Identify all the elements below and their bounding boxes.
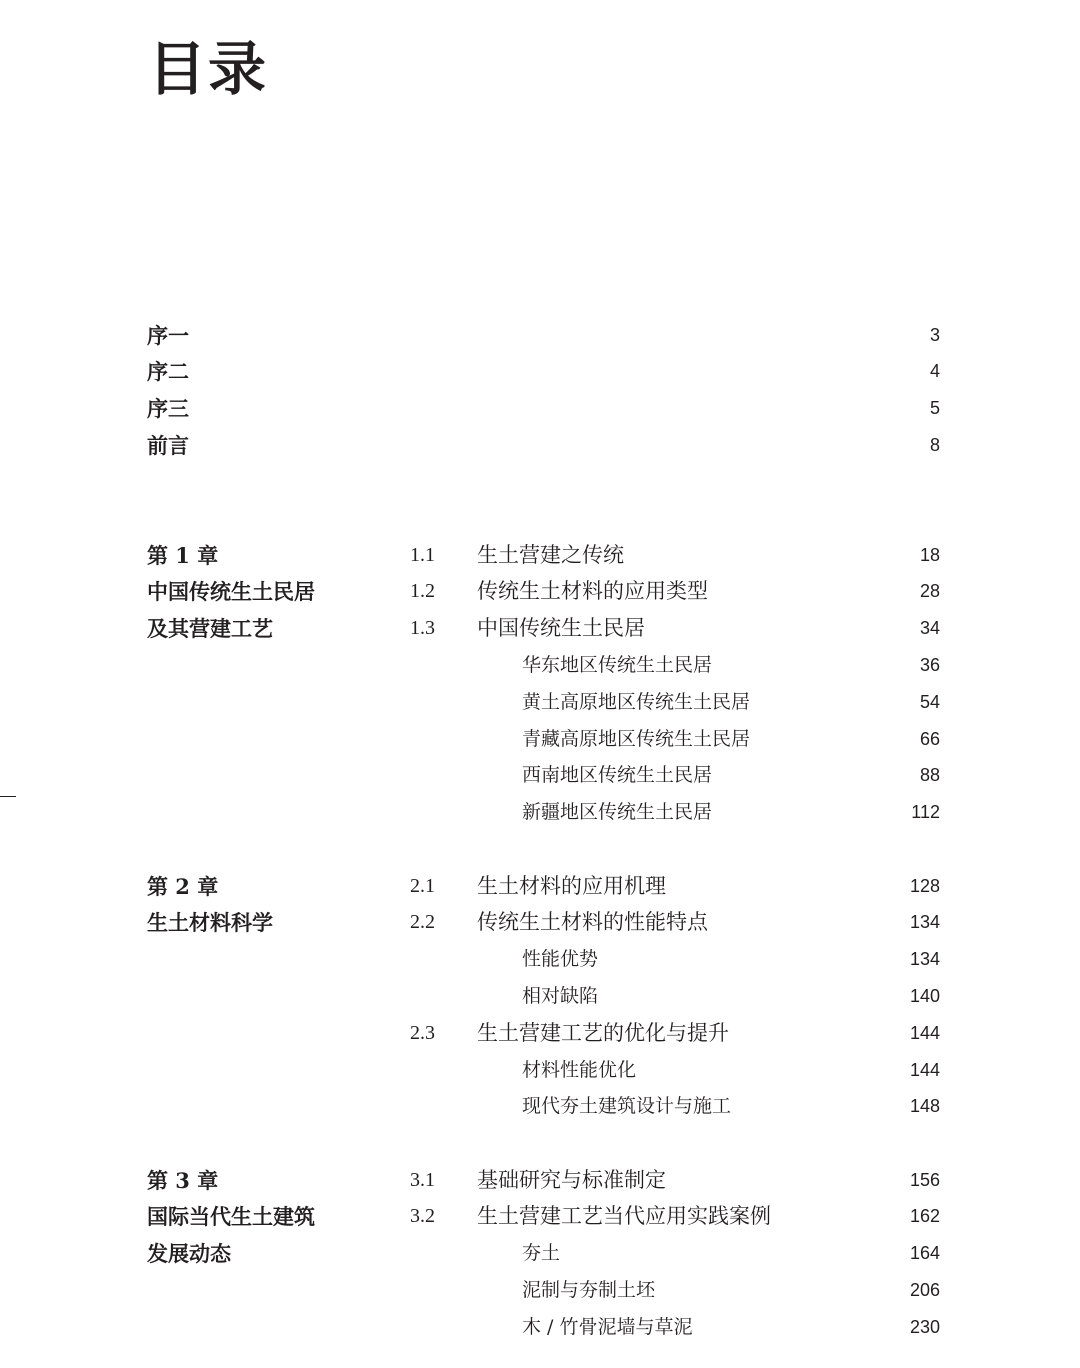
chapter-number: 第 1 章 xyxy=(147,542,219,568)
section-title: 中国传统生土民居 xyxy=(477,616,645,641)
chapter-title: 国际当代生土建筑 xyxy=(147,1204,315,1230)
page-number: 162 xyxy=(909,1206,940,1227)
page-number: 4 xyxy=(929,361,940,382)
section-number: 3.2 xyxy=(410,1205,435,1228)
toc-row xyxy=(0,317,1080,354)
section-title: 生土营建工艺当代应用实践案例 xyxy=(477,1204,771,1229)
subsection-title: 泥制与夯制土坯 xyxy=(522,1279,656,1301)
toc-row xyxy=(0,1272,1080,1309)
page-number: 5 xyxy=(929,398,940,419)
chapter-title: 中国传统生土民居 xyxy=(147,579,315,605)
subsection-title: 夯土 xyxy=(522,1242,561,1265)
chapter-number: 第 3 章 xyxy=(147,1167,219,1193)
subsection-title: 性能优势 xyxy=(522,948,599,971)
subsection-title: 西南地区传统生土民居 xyxy=(522,764,713,787)
subsection-title: 新疆地区传统生土民居 xyxy=(522,801,713,824)
page-number: 148 xyxy=(909,1096,940,1117)
toc-row xyxy=(0,537,1080,574)
section-number: 2.1 xyxy=(410,874,435,897)
toc-row xyxy=(0,1235,1080,1272)
section-number: 1.2 xyxy=(410,580,435,603)
page-number: 112 xyxy=(911,802,940,823)
toc-row xyxy=(0,978,1080,1015)
toc-row xyxy=(0,647,1080,684)
page-number: 36 xyxy=(919,655,940,675)
page-title: 目录 xyxy=(148,35,269,103)
toc-row xyxy=(0,353,1080,390)
page-number: 156 xyxy=(909,1169,940,1190)
front-matter-label: 序三 xyxy=(147,396,189,422)
subsection-title: 青藏高原地区传统生土民居 xyxy=(522,727,751,750)
page-number: 88 xyxy=(919,765,940,786)
chapter-title: 生土材料科学 xyxy=(147,910,273,936)
chapter-title: 及其营建工艺 xyxy=(147,616,273,642)
section-title: 生土营建工艺的优化与提升 xyxy=(477,1020,729,1045)
section-title: 传统生土材料的性能特点 xyxy=(477,910,708,935)
page-number: 3 xyxy=(929,324,940,345)
toc-row xyxy=(0,757,1080,794)
front-matter-label: 序二 xyxy=(147,359,189,385)
toc-row xyxy=(0,721,1080,758)
section-title: 生土营建之传统 xyxy=(477,542,624,567)
page-number: 8 xyxy=(929,435,940,455)
toc-row xyxy=(0,1015,1080,1052)
chapter-title: 发展动态 xyxy=(147,1241,231,1267)
section-number: 1.3 xyxy=(410,617,435,640)
front-matter-label: 前言 xyxy=(147,433,189,458)
front-matter-label: 序一 xyxy=(147,322,189,348)
subsection-title: 相对缺陷 xyxy=(522,985,599,1007)
page-number: 18 xyxy=(919,544,940,565)
page-number: 164 xyxy=(909,1243,940,1264)
section-number: 2.2 xyxy=(410,911,435,934)
page-number: 128 xyxy=(909,875,940,896)
section-title: 基础研究与标准制定 xyxy=(477,1167,666,1192)
toc-row xyxy=(0,1052,1080,1089)
toc-row xyxy=(0,610,1080,647)
page-number: 206 xyxy=(909,1280,940,1300)
section-number: 2.3 xyxy=(410,1021,435,1044)
toc-row xyxy=(0,1088,1080,1125)
chapter-number: 第 2 章 xyxy=(147,873,219,899)
page-number: 28 xyxy=(919,581,940,602)
section-number: 3.1 xyxy=(410,1168,435,1191)
toc-row xyxy=(0,684,1080,721)
toc-row xyxy=(0,904,1080,941)
toc-row xyxy=(0,427,1080,464)
section-title: 传统生土材料的应用类型 xyxy=(477,579,708,604)
subsection-title: 木 / 竹骨泥墙与草泥 xyxy=(522,1315,693,1338)
toc-row xyxy=(0,1162,1080,1199)
toc-row xyxy=(0,941,1080,978)
toc-row xyxy=(0,573,1080,610)
page-number: 230 xyxy=(909,1316,940,1337)
toc-row xyxy=(0,868,1080,905)
page-number: 134 xyxy=(909,912,940,933)
subsection-title: 现代夯土建筑设计与施工 xyxy=(522,1095,732,1118)
page-number: 66 xyxy=(919,728,940,749)
section-title: 生土材料的应用机理 xyxy=(477,873,666,898)
subsection-title: 黄土高原地区传统生土民居 xyxy=(522,690,751,713)
page-number: 54 xyxy=(919,691,940,712)
toc-row xyxy=(0,390,1080,427)
page-number: 144 xyxy=(909,1059,940,1080)
section-number: 1.1 xyxy=(410,543,435,566)
toc-row xyxy=(0,794,1080,831)
toc-row xyxy=(0,1198,1080,1235)
page-number: 134 xyxy=(909,949,940,970)
subsection-title: 华东地区传统生土民居 xyxy=(522,654,713,676)
toc-row xyxy=(0,1309,1080,1346)
subsection-title: 材料性能优化 xyxy=(522,1058,637,1081)
page-number: 144 xyxy=(909,1022,940,1043)
page-number: 140 xyxy=(909,986,940,1006)
page-number: 34 xyxy=(919,618,940,639)
